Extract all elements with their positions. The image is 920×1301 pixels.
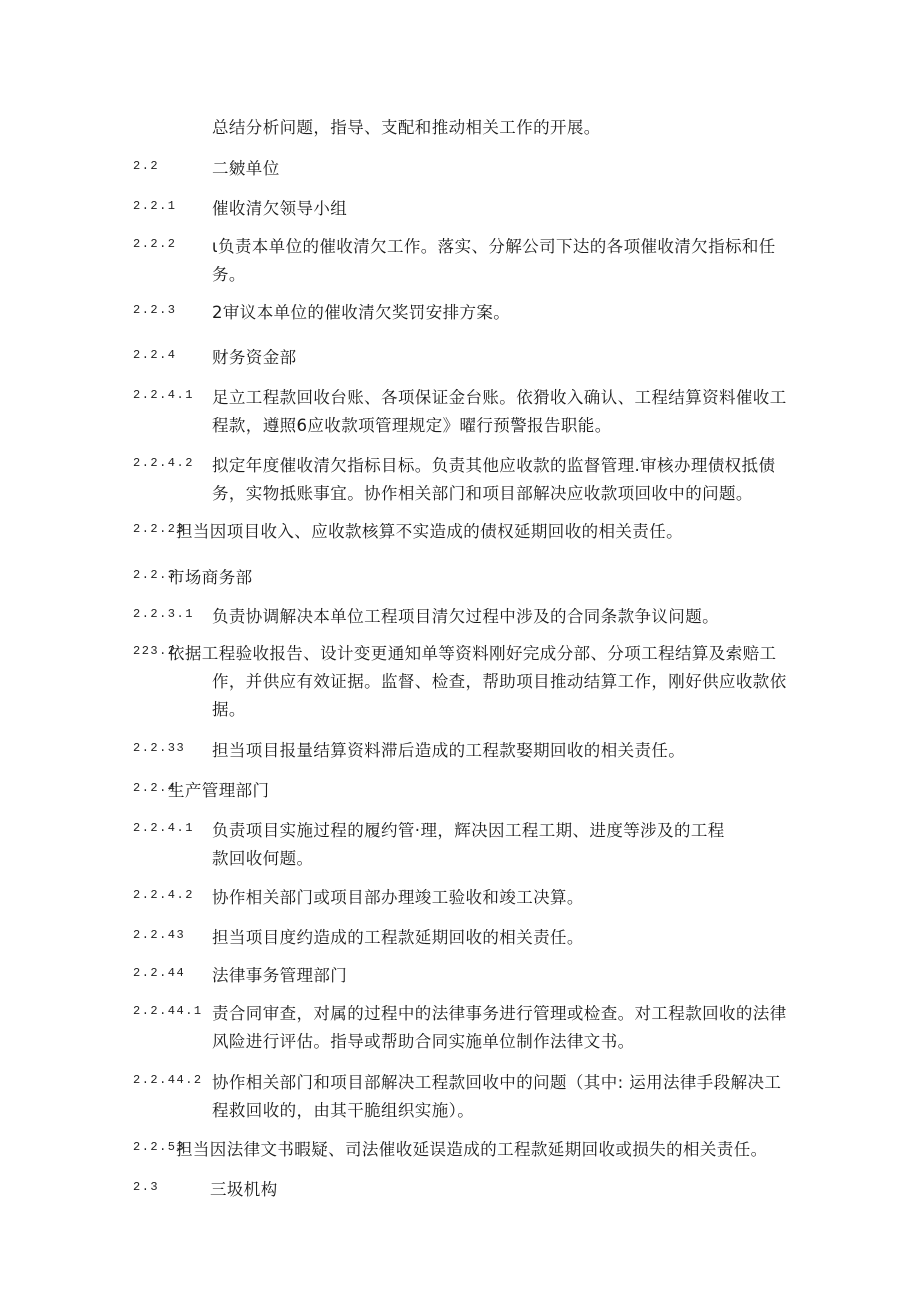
section-title [210,1176,790,1204]
text-line: 法律事务管理部门 [212,966,348,985]
paragraph-text [212,603,792,631]
paragraph-text [212,1000,792,1056]
section-title [168,564,748,592]
text-line: 作，并供应有效证据。监督、检查，帮助项目推动结算工作，刚好供应收款依 [212,672,787,691]
paragraph-text [176,1136,768,1164]
section-number: 2.2.4 [133,781,177,795]
paragraph-text [212,114,792,142]
text-line: 协作相关部门或项目部办理竣工验收和竣工决算。 [212,888,584,907]
text-line: 二皴单位 [212,159,280,178]
text-line: 担当因法律文书暇疑、司法催收延误造成的工程款延期回收或损失的相关责任。 [176,1140,768,1159]
section-number: 223.2 [133,644,177,658]
section-number: 2.2.3.1 [133,607,194,621]
text-line: 务。 [212,265,246,284]
section-number: 2.2.3 [133,568,177,582]
text-line: 依据工程验收报告、设计变更通知单等资料刚好完成分部、分项工程结算及索赔工 [168,644,777,663]
text-line: 三圾机构 [210,1180,278,1199]
section-number: 2.2.23 [133,522,186,536]
paragraph-text [176,518,756,546]
section-number: 2.2.4.2 [133,888,194,902]
section-title [212,155,792,183]
section-number: 2.2 [133,159,160,173]
paragraph-text [212,233,792,289]
text-line: 生产管理部门 [168,781,270,800]
text-line: 风险进行评估。指导或帮助合同实施单位制作法律文书。 [212,1032,635,1051]
text-line: 总结分析问题，指导、支配和推动相关工作的开展。 [212,118,601,137]
section-title [212,195,792,223]
section-number: 2.2.44.1 [133,1004,203,1018]
section-number: 2.2.2 [133,237,177,251]
section-number: 2.2.43 [133,928,186,942]
section-number: 2.2.1 [133,199,177,213]
section-number: 2.2.3 [133,303,177,317]
text-line: 务，实物抵账事宜。协作相关部门和项目部解决应收款项回收中的问题。 [212,484,753,503]
section-number: 2.2.4 [133,348,177,362]
text-line: 协作相关部门和项目部解决工程款回收中的问题（其中: 运用法律手段解决工 [212,1073,782,1092]
paragraph-text [212,1069,792,1125]
text-line: 据。 [212,700,246,719]
section-number: 2.2.53 [133,1140,186,1154]
text-line: 财务资金部 [212,348,297,367]
text-line: 负责协调解决本单位工程项目清欠过程中涉及的合同条款争议问题。 [212,607,719,626]
text-line: 足立工程款回收台账、各项保证金台账。依猾收入确认、工程结算资料催收工 [212,388,787,407]
text-line: 担当因项目收入、应收款核算不实造成的债权延期回收的相关责任。 [176,522,683,541]
text-line: 市场商务部 [168,568,253,587]
section-title [212,962,792,990]
paragraph-text [212,924,792,952]
section-number: 2.2.44 [133,966,186,980]
paragraph-text [212,817,792,873]
section-number: 2.2.4.1 [133,821,194,835]
section-number: 2.2.33 [133,741,186,755]
section-number: 2.2.4.1 [133,388,194,402]
section-title [168,777,748,805]
section-number: 2.3 [133,1180,160,1194]
text-line: 催收清欠领导小组 [212,199,348,218]
paragraph-text [212,299,792,327]
section-number: 2.2.44.2 [133,1073,203,1087]
paragraph-text [212,452,792,508]
text-line: 程款，遵照6应收款项管理规定》曜行预警报告职能。 [212,416,612,435]
text-line: ι负责本单位的催收清欠工作。落实、分解公司下达的各项催收清欠指标和任 [212,237,776,256]
section-title [212,344,792,372]
text-line: 款回收何题。 [212,849,314,868]
paragraph-text [212,384,792,440]
text-line: 担当项目度约造成的工程款延期回收的相关责任。 [212,928,584,947]
paragraph-text [212,884,792,912]
text-line: 2审议本单位的催收清欠奖罚安排方案。 [212,303,511,322]
text-line: 责合同审查，对属的过程中的法律事务进行管理或检查。对工程款回收的法律 [212,1004,787,1023]
paragraph-text [212,737,792,765]
text-line: 负责项目实施过程的履约管·理，辉决因工程工期、进度等涉及的工程 [212,821,725,840]
text-line: 担当项目报量结算资料滞后造成的工程款娶期回收的相关责任。 [212,741,686,760]
paragraph-text [168,640,787,724]
section-number: 2.2.4.2 [133,456,194,470]
text-line: 程救回收的，由其干脆组织实施）。 [212,1101,475,1120]
text-line: 拟定年度催收清欠指标目标。负责其他应收款的监督管理.审核办理债权抵债 [212,456,776,475]
